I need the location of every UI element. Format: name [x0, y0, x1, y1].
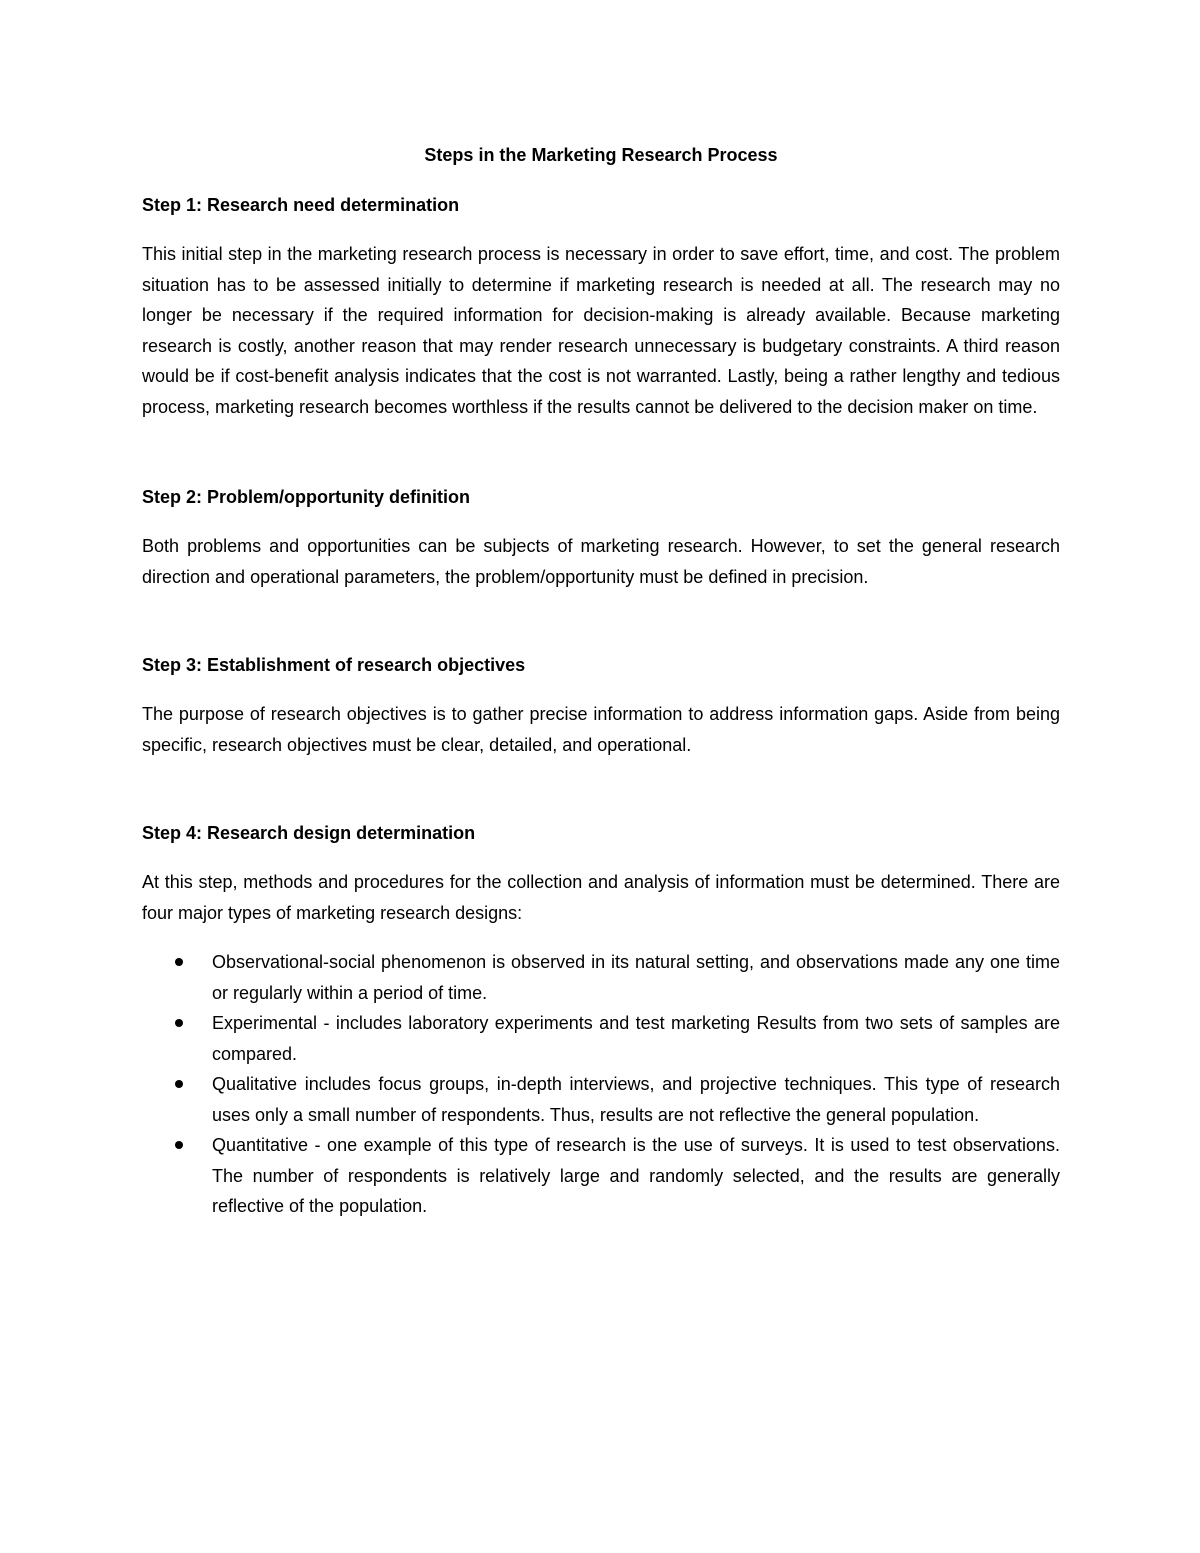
- step-3-heading: Step 3: Establishment of research objectives: [142, 655, 526, 675]
- bullet-dot-icon: [175, 1141, 183, 1149]
- step-1-heading: Step 1: Research need determination: [142, 195, 460, 215]
- document-page: [142, 140, 1060, 1222]
- list-item-text: Observational-social phenomenon is observed in its natural setting, and observations made any one time or regularly within a period of time.: [212, 952, 1060, 1003]
- research-design-list: [142, 947, 1060, 1222]
- document-title: Steps in the Marketing Research Process: [424, 145, 778, 165]
- step-2-heading: Step 2: Problem/opportunity definition: [142, 487, 470, 507]
- bullet-dot-icon: [175, 958, 183, 966]
- bullet-dot-icon: [175, 1019, 183, 1027]
- step-4-heading: Step 4: Research design determination: [142, 823, 476, 843]
- step-1-paragraph: This initial step in the marketing research process is necessary in order to save effort, time, and cost. The problem situation has to be assessed initially to determine if marketing research is needed at all. The research may no longer be necessary if the required information for decision-making is already available. Because marketing research is costly, another reason that may render research unnecessary is budgetary constraints. A third reason would be if cost-benefit analysis indicates that the cost is not warranted. Lastly, being a rather lengthy and tedious process, marketing research becomes worthless if the results cannot be delivered to the decision maker on time.: [142, 244, 1060, 417]
- step-4-paragraph: At this step, methods and procedures for the collection and analysis of information must be determined. There are four major types of marketing research designs:: [142, 872, 1060, 923]
- list-item-text: Experimental - includes laboratory experiments and test marketing Results from two sets of samples are compared.: [212, 1013, 1060, 1064]
- step-2-paragraph: Both problems and opportunities can be subjects of marketing research. However, to set the general research direction and operational parameters, the problem/opportunity must be defined in precision.: [142, 536, 1060, 587]
- list-item-quantitative: [142, 1130, 1060, 1222]
- list-item-experimental: [142, 1008, 1060, 1069]
- list-item-text: Qualitative includes focus groups, in-depth interviews, and projective techniques. This type of research uses only a small number of respondents. Thus, results are not reflective the general population.: [212, 1074, 1060, 1125]
- step-3-paragraph: The purpose of research objectives is to gather precise information to address information gaps. Aside from being specific, research objectives must be clear, detailed, and operational.: [142, 704, 1060, 755]
- list-item-text: Quantitative - one example of this type of research is the use of surveys. It is used to test observations. The number of respondents is relatively large and randomly selected, and the results are generally reflective of the population.: [212, 1135, 1060, 1216]
- list-item-qualitative: [142, 1069, 1060, 1130]
- list-item-observational: [142, 947, 1060, 1008]
- bullet-dot-icon: [175, 1080, 183, 1088]
